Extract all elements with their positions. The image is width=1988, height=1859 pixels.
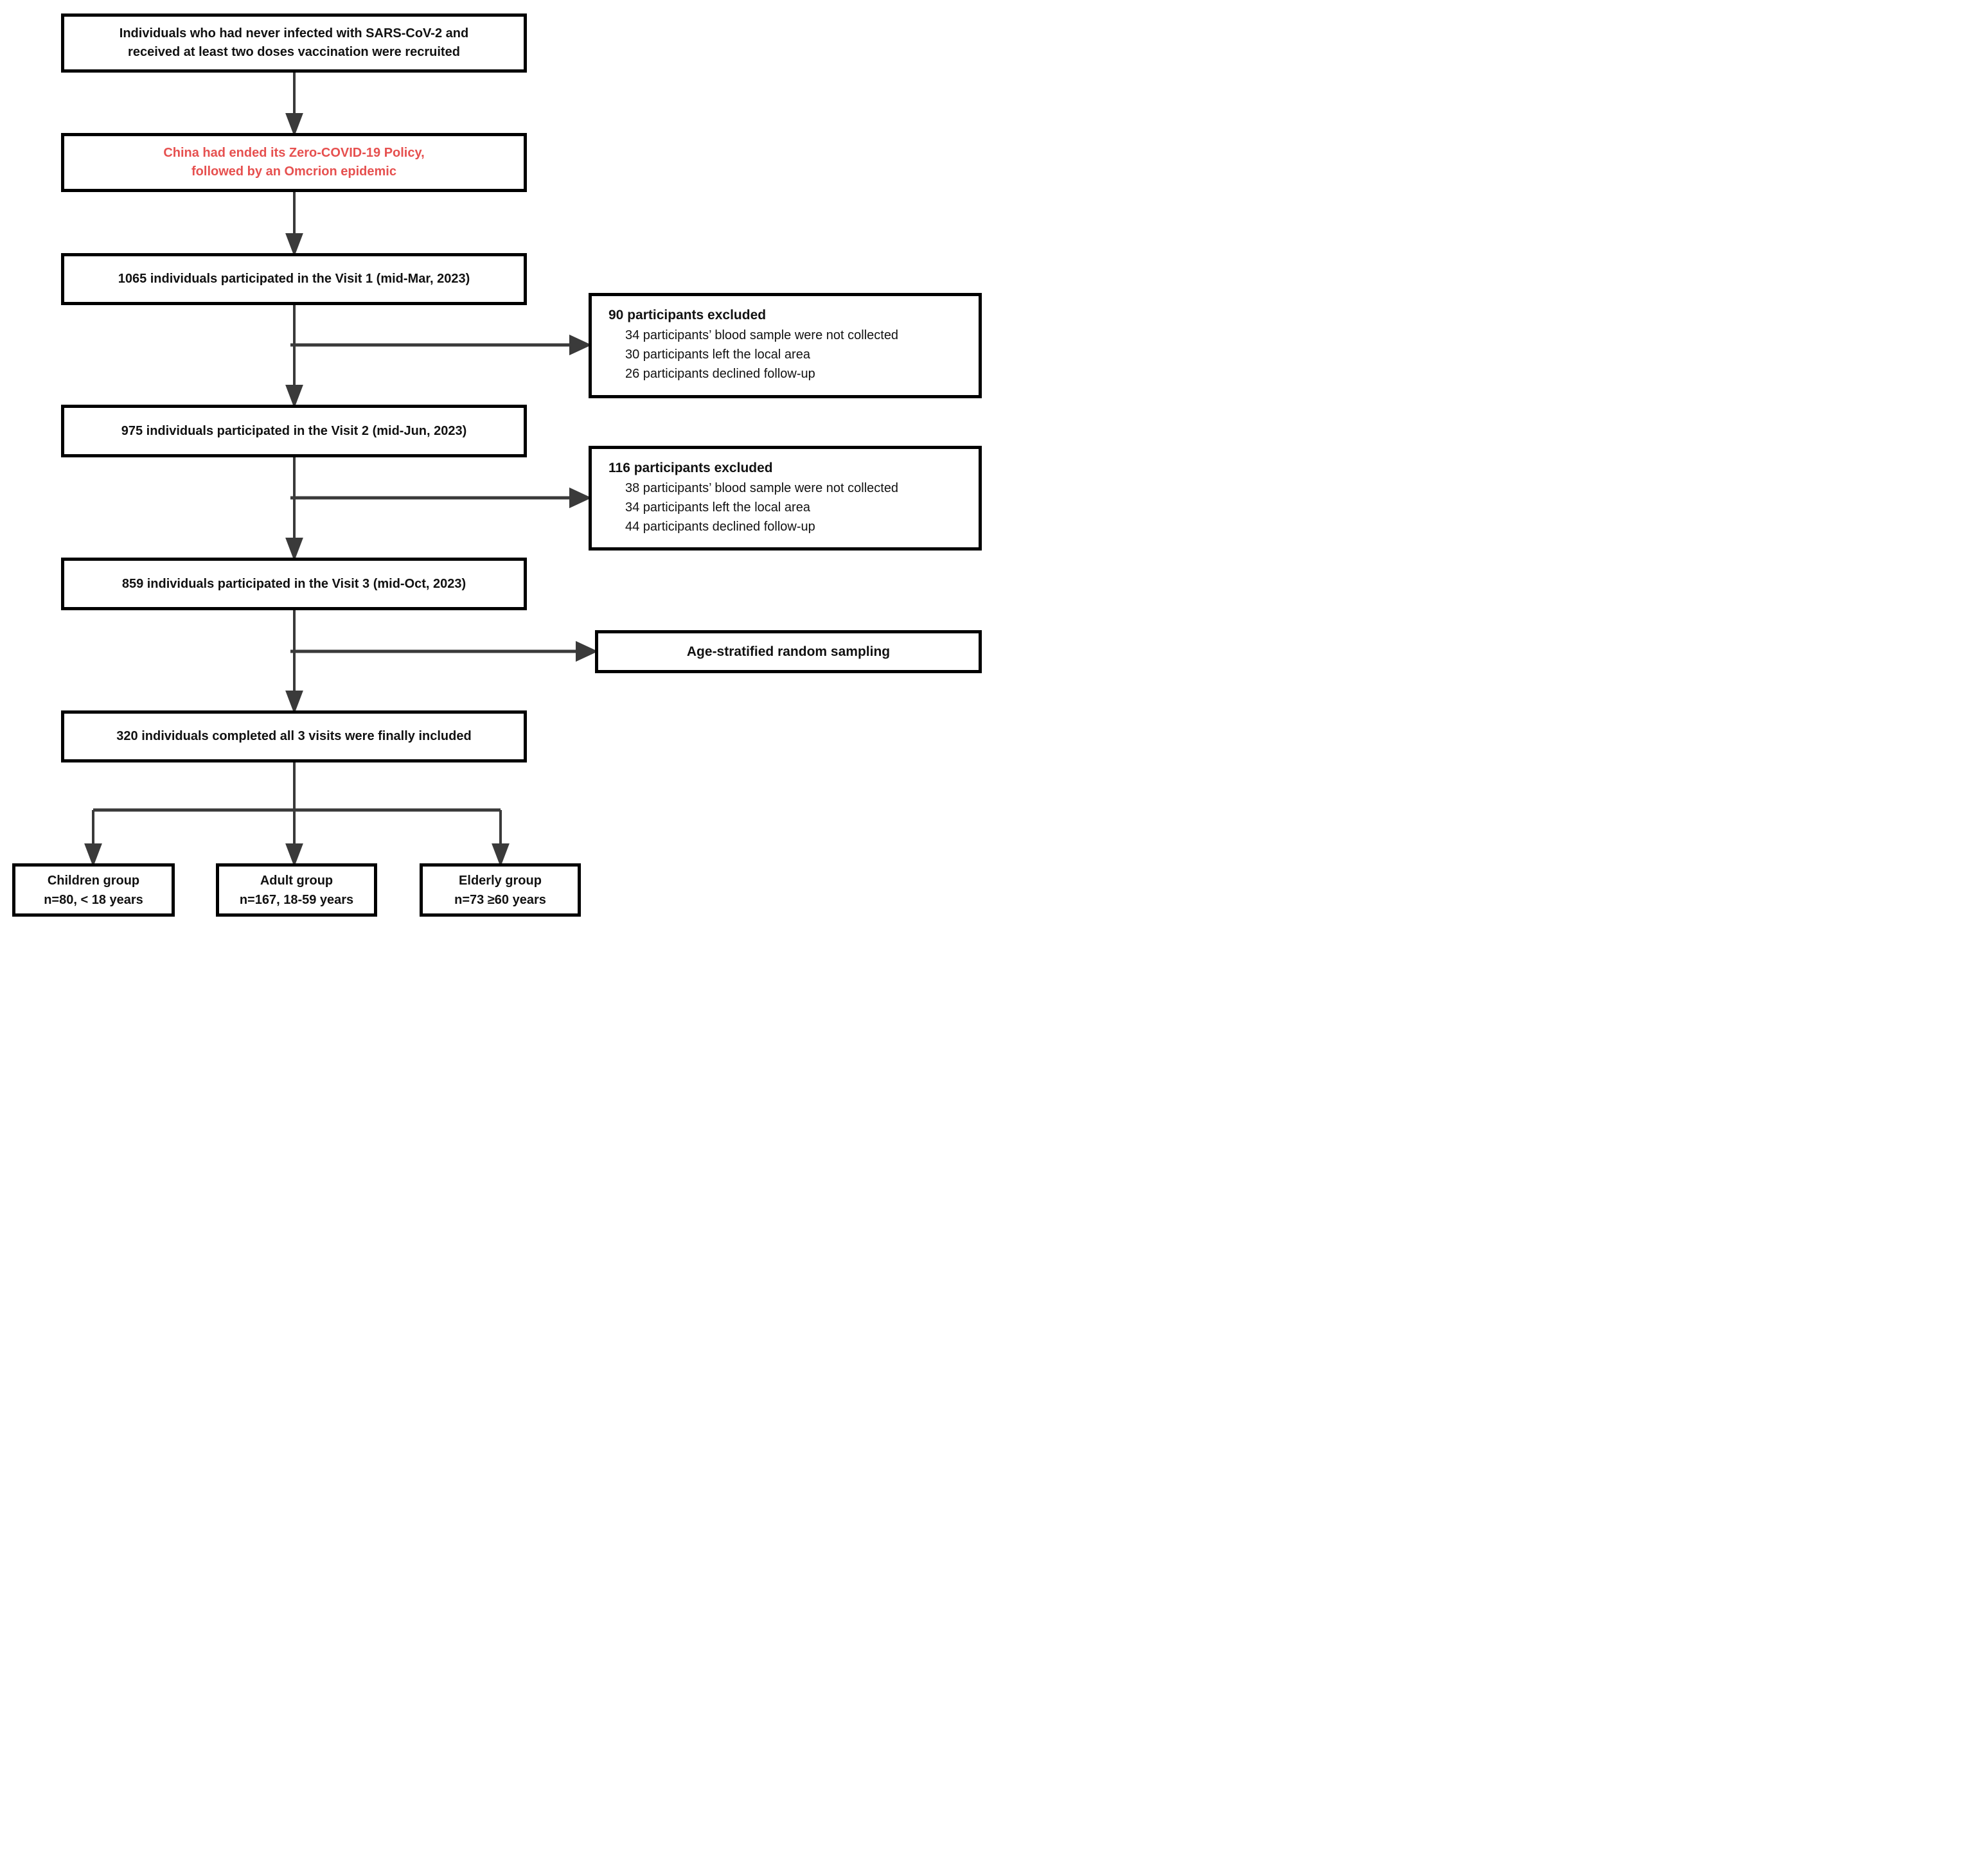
sampling-text: Age-stratified random sampling bbox=[686, 644, 891, 659]
box-adult-group bbox=[216, 863, 377, 917]
recruitment-text-line1: Individuals who had never infected with SARS-CoV-2 and bbox=[119, 26, 469, 40]
arrowhead-elderly bbox=[493, 845, 508, 863]
arrowhead-excluded1 bbox=[571, 337, 589, 353]
arrowhead-adult bbox=[287, 845, 301, 863]
arrowhead-excluded2 bbox=[571, 489, 589, 506]
box-visit1 bbox=[61, 253, 527, 305]
arrowhead-children bbox=[86, 845, 100, 863]
policy-text-line1: China had ended its Zero-COVID-19 Policy, bbox=[163, 146, 425, 160]
adult-group-n: n=167, 18-59 years bbox=[239, 892, 354, 907]
children-group-n: n=80, < 18 years bbox=[44, 892, 143, 907]
box-elderly-group bbox=[420, 863, 581, 917]
study-flow-diagram bbox=[0, 0, 994, 930]
arrowhead-visit2 bbox=[287, 386, 301, 405]
recruitment-text-line2: received at least two doses vaccination were recruited bbox=[128, 45, 460, 59]
box-recruitment bbox=[61, 13, 527, 73]
adult-group-name: Adult group bbox=[260, 873, 333, 888]
box-excluded-after-visit1 bbox=[589, 293, 982, 398]
excluded1-reason-3: 26 participants declined follow-up bbox=[625, 367, 815, 381]
elderly-group-name: Elderly group bbox=[459, 873, 542, 888]
box-children-group bbox=[12, 863, 175, 917]
box-visit2 bbox=[61, 405, 527, 457]
arrowhead-policy bbox=[287, 114, 301, 133]
visit1-text: 1065 individuals participated in the Visit 1 (mid-Mar, 2023) bbox=[118, 272, 470, 286]
excluded2-title: 116 participants excluded bbox=[608, 461, 773, 475]
children-group-name: Children group bbox=[47, 873, 140, 888]
arrowhead-sampling bbox=[577, 643, 595, 660]
excluded1-reason-2: 30 participants left the local area bbox=[625, 348, 810, 362]
arrowhead-visit1 bbox=[287, 234, 301, 253]
box-zero-covid-policy bbox=[61, 133, 527, 192]
excluded2-reason-3: 44 participants declined follow-up bbox=[625, 520, 815, 534]
excluded2-reason-2: 34 participants left the local area bbox=[625, 500, 810, 515]
arrowhead-final bbox=[287, 692, 301, 710]
policy-text-line2: followed by an Omcrion epidemic bbox=[191, 164, 396, 179]
box-age-stratified-sampling bbox=[595, 630, 982, 673]
excluded1-title: 90 participants excluded bbox=[608, 308, 767, 322]
visit2-text: 975 individuals participated in the Visit 2 (mid-Jun, 2023) bbox=[121, 423, 467, 438]
excluded1-reason-1: 34 participants’ blood sample were not collected bbox=[625, 328, 899, 342]
elderly-group-n: n=73 ≥60 years bbox=[454, 892, 546, 907]
visit3-text: 859 individuals participated in the Visit 3 (mid-Oct, 2023) bbox=[121, 576, 466, 591]
box-excluded-after-visit2 bbox=[589, 446, 982, 551]
final-included-text: 320 individuals completed all 3 visits were finally included bbox=[116, 729, 472, 743]
box-visit3 bbox=[61, 558, 527, 610]
arrowhead-visit3 bbox=[287, 539, 301, 558]
excluded2-reason-1: 38 participants’ blood sample were not collected bbox=[625, 481, 899, 495]
box-final-included bbox=[61, 710, 527, 762]
